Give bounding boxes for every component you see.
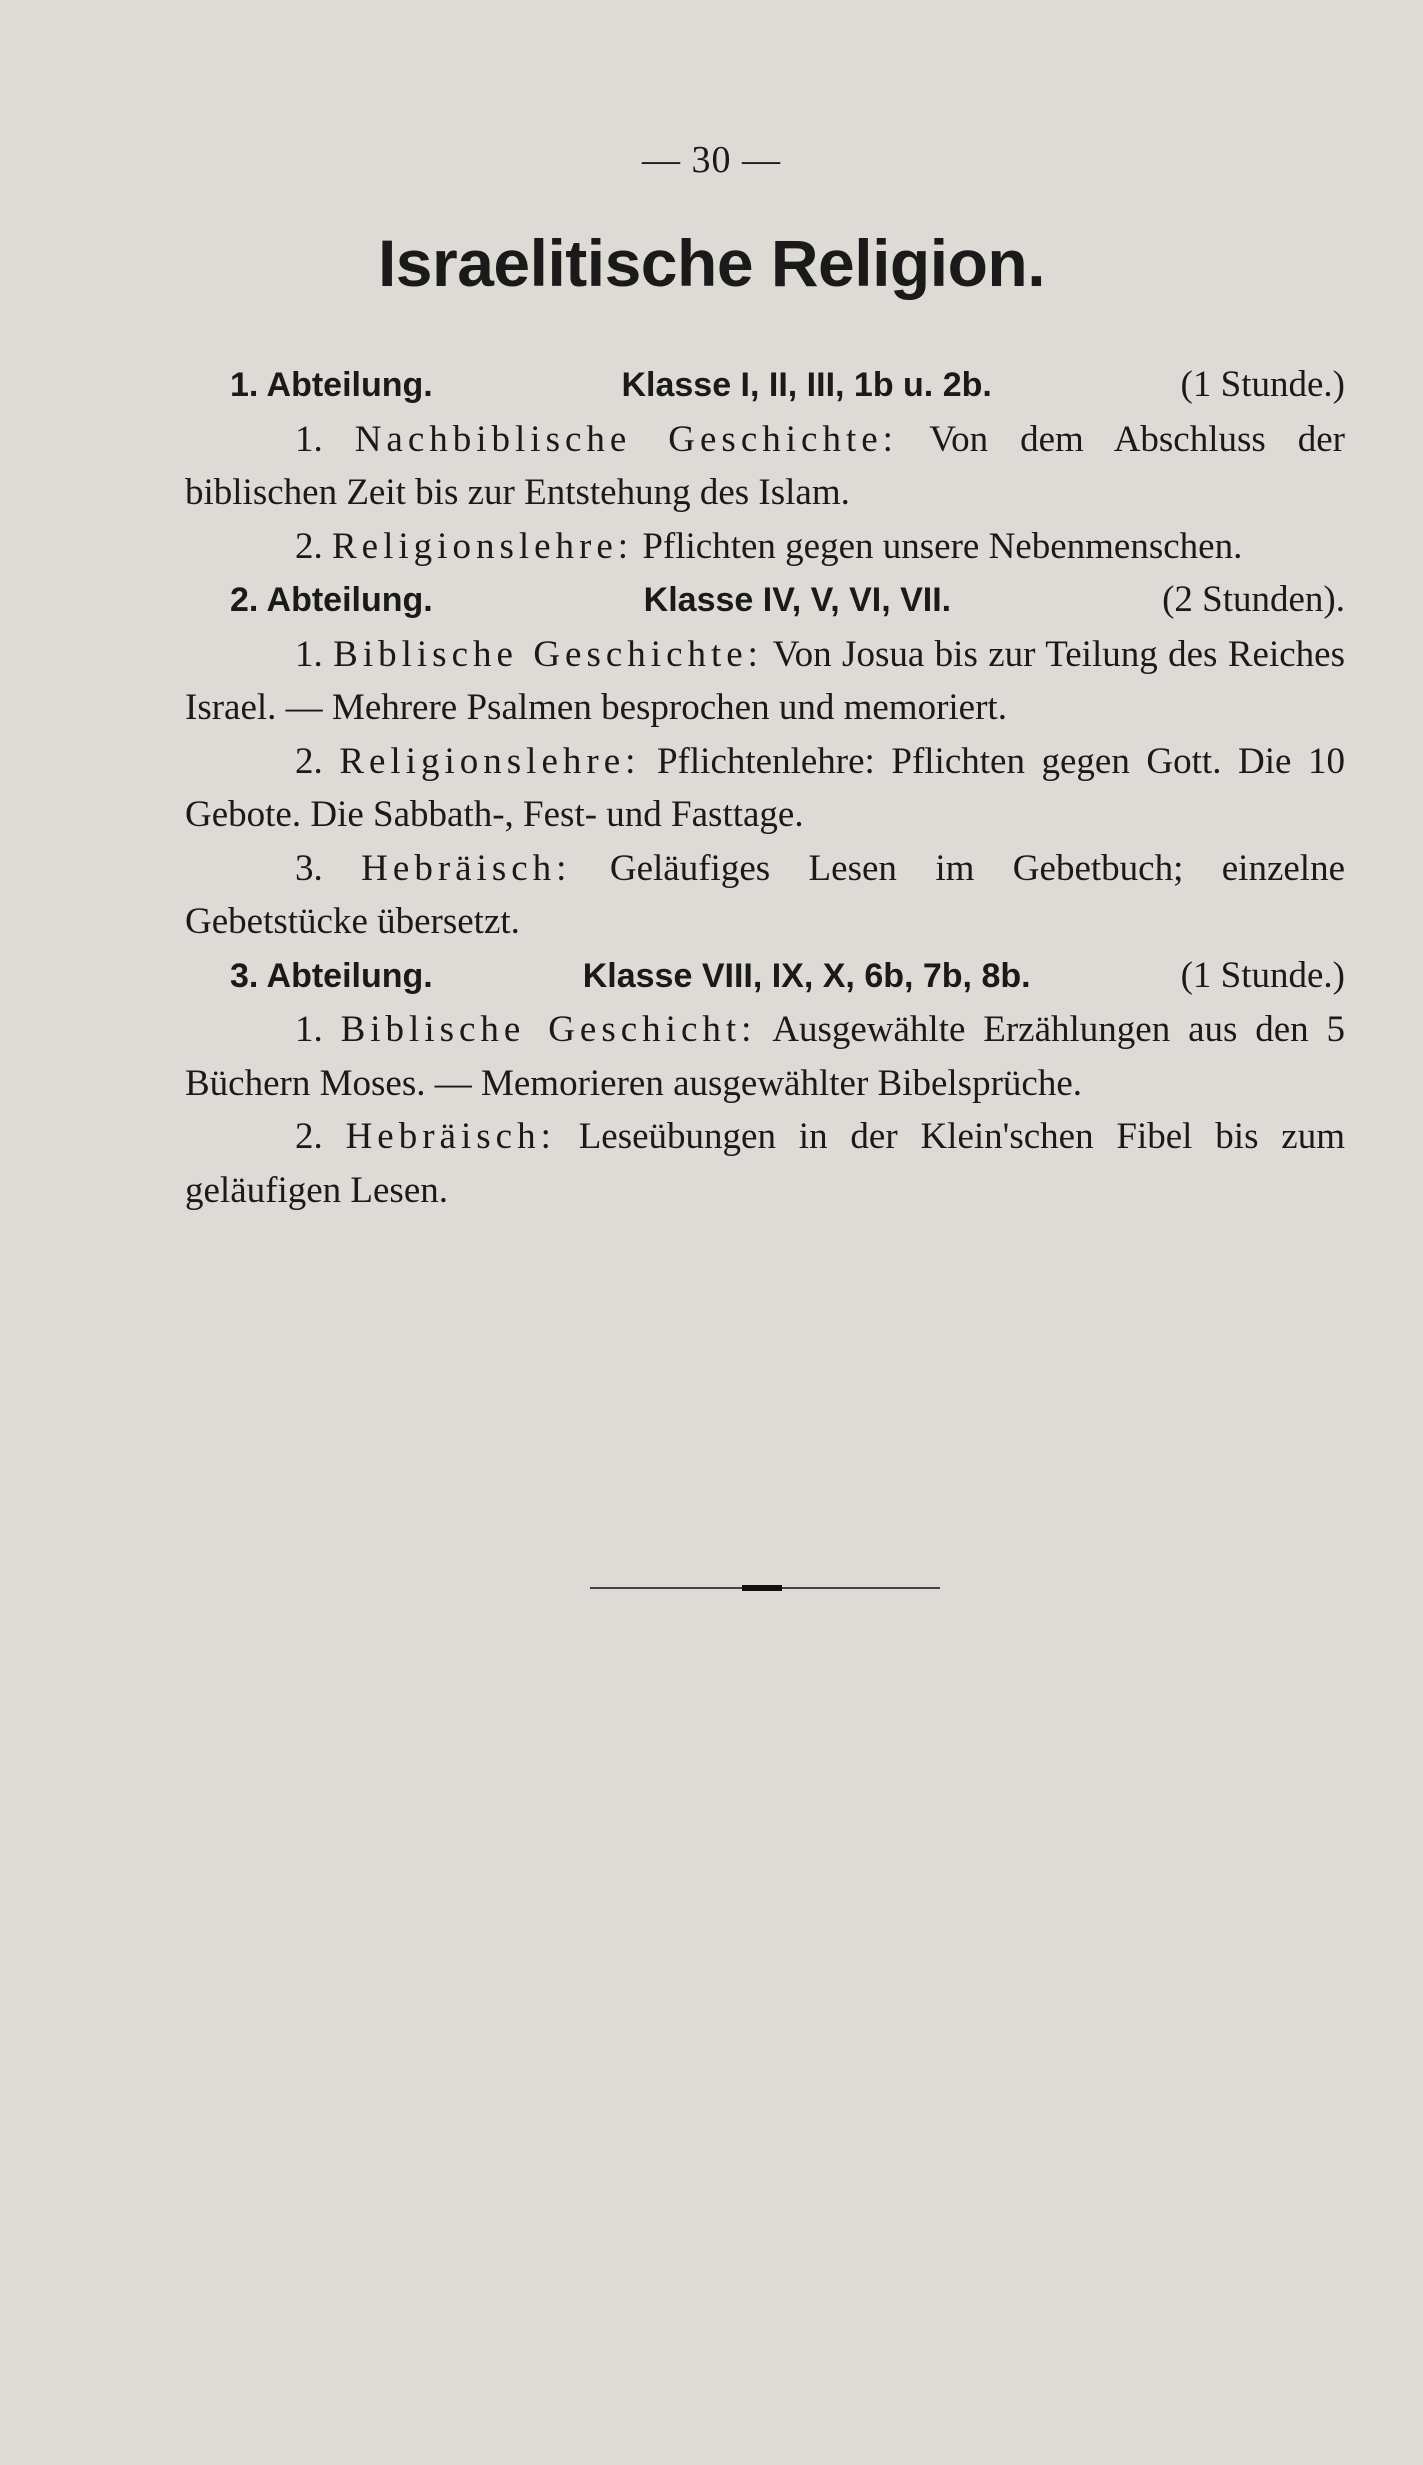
list-item xyxy=(185,413,1345,520)
section-classes: Klasse VIII, IX, X, 6b, 7b, 8b. xyxy=(582,956,1031,995)
section-heading xyxy=(185,358,1345,413)
page-number: — 30 — xyxy=(642,139,781,181)
document-body xyxy=(185,358,1345,1217)
item-topic: Hebräisch: xyxy=(345,1116,556,1157)
section-number: 2. Abteilung. xyxy=(230,581,433,619)
list-item xyxy=(185,1003,1345,1110)
item-number: 2. xyxy=(295,1116,323,1157)
item-text: Pflichten gegen unsere Nebenmenschen. xyxy=(642,525,1243,567)
page-title: Israelitische Religion. xyxy=(377,226,1046,300)
item-text: Leseübungen in der Klein'schen Fibel bis zum geläufigen Lesen. xyxy=(185,1116,1345,1211)
item-number: 2. xyxy=(295,525,323,567)
item-topic: Hebräisch: xyxy=(361,847,572,889)
section-heading xyxy=(185,949,1345,1004)
item-topic: Biblische Geschicht: xyxy=(340,1009,757,1050)
list-item xyxy=(185,735,1345,842)
end-divider-mark xyxy=(742,1585,782,1591)
item-number: 1. xyxy=(295,633,323,675)
list-item xyxy=(185,520,1345,574)
item-topic: Nachbiblische Geschichte: xyxy=(354,418,898,460)
section-heading xyxy=(185,573,1345,628)
item-topic: Biblische Geschichte: xyxy=(333,633,763,675)
item-number: 1. xyxy=(295,1009,323,1050)
section-hours: (2 Stunden). xyxy=(1162,579,1345,620)
section-hours: (1 Stunde.) xyxy=(1180,954,1345,996)
list-item xyxy=(185,628,1345,735)
item-number: 1. xyxy=(295,418,323,460)
section-number: 1. Abteilung. xyxy=(230,366,433,404)
item-topic: Religionslehre: xyxy=(332,525,634,567)
list-item xyxy=(185,1110,1345,1217)
item-text: Von Josua bis zur Teilung des Reiches Israel. — Mehrere Psalmen besprochen und memoriert. xyxy=(185,633,1345,728)
section-number: 3. Abteilung. xyxy=(230,956,433,995)
item-number: 3. xyxy=(295,847,323,889)
item-text: Pflichtenlehre: Pflichten gegen Gott. Die 10 Gebote. Die Sabbath-, Fest- und Fasttage. xyxy=(185,740,1346,835)
list-item xyxy=(185,842,1345,949)
item-topic: Religionslehre: xyxy=(339,740,641,782)
item-number: 2. xyxy=(295,740,323,782)
item-text: Ausgewählte Erzählungen aus den 5 Büchern Moses. — Memorieren ausgewählter Bibelsprüche. xyxy=(185,1009,1345,1104)
item-text: Von dem Abschluss der biblischen Zeit bis zur Entstehung des Islam. xyxy=(185,418,1345,513)
section-classes: Klasse I, II, III, 1b u. 2b. xyxy=(621,366,992,404)
end-divider xyxy=(590,1587,940,1589)
item-text: Geläufiges Lesen im Gebetbuch; einzelne Gebetstücke übersetzt. xyxy=(185,847,1346,942)
section-classes: Klasse IV, V, VI, VII. xyxy=(643,581,952,619)
section-hours: (1 Stunde.) xyxy=(1180,364,1345,405)
